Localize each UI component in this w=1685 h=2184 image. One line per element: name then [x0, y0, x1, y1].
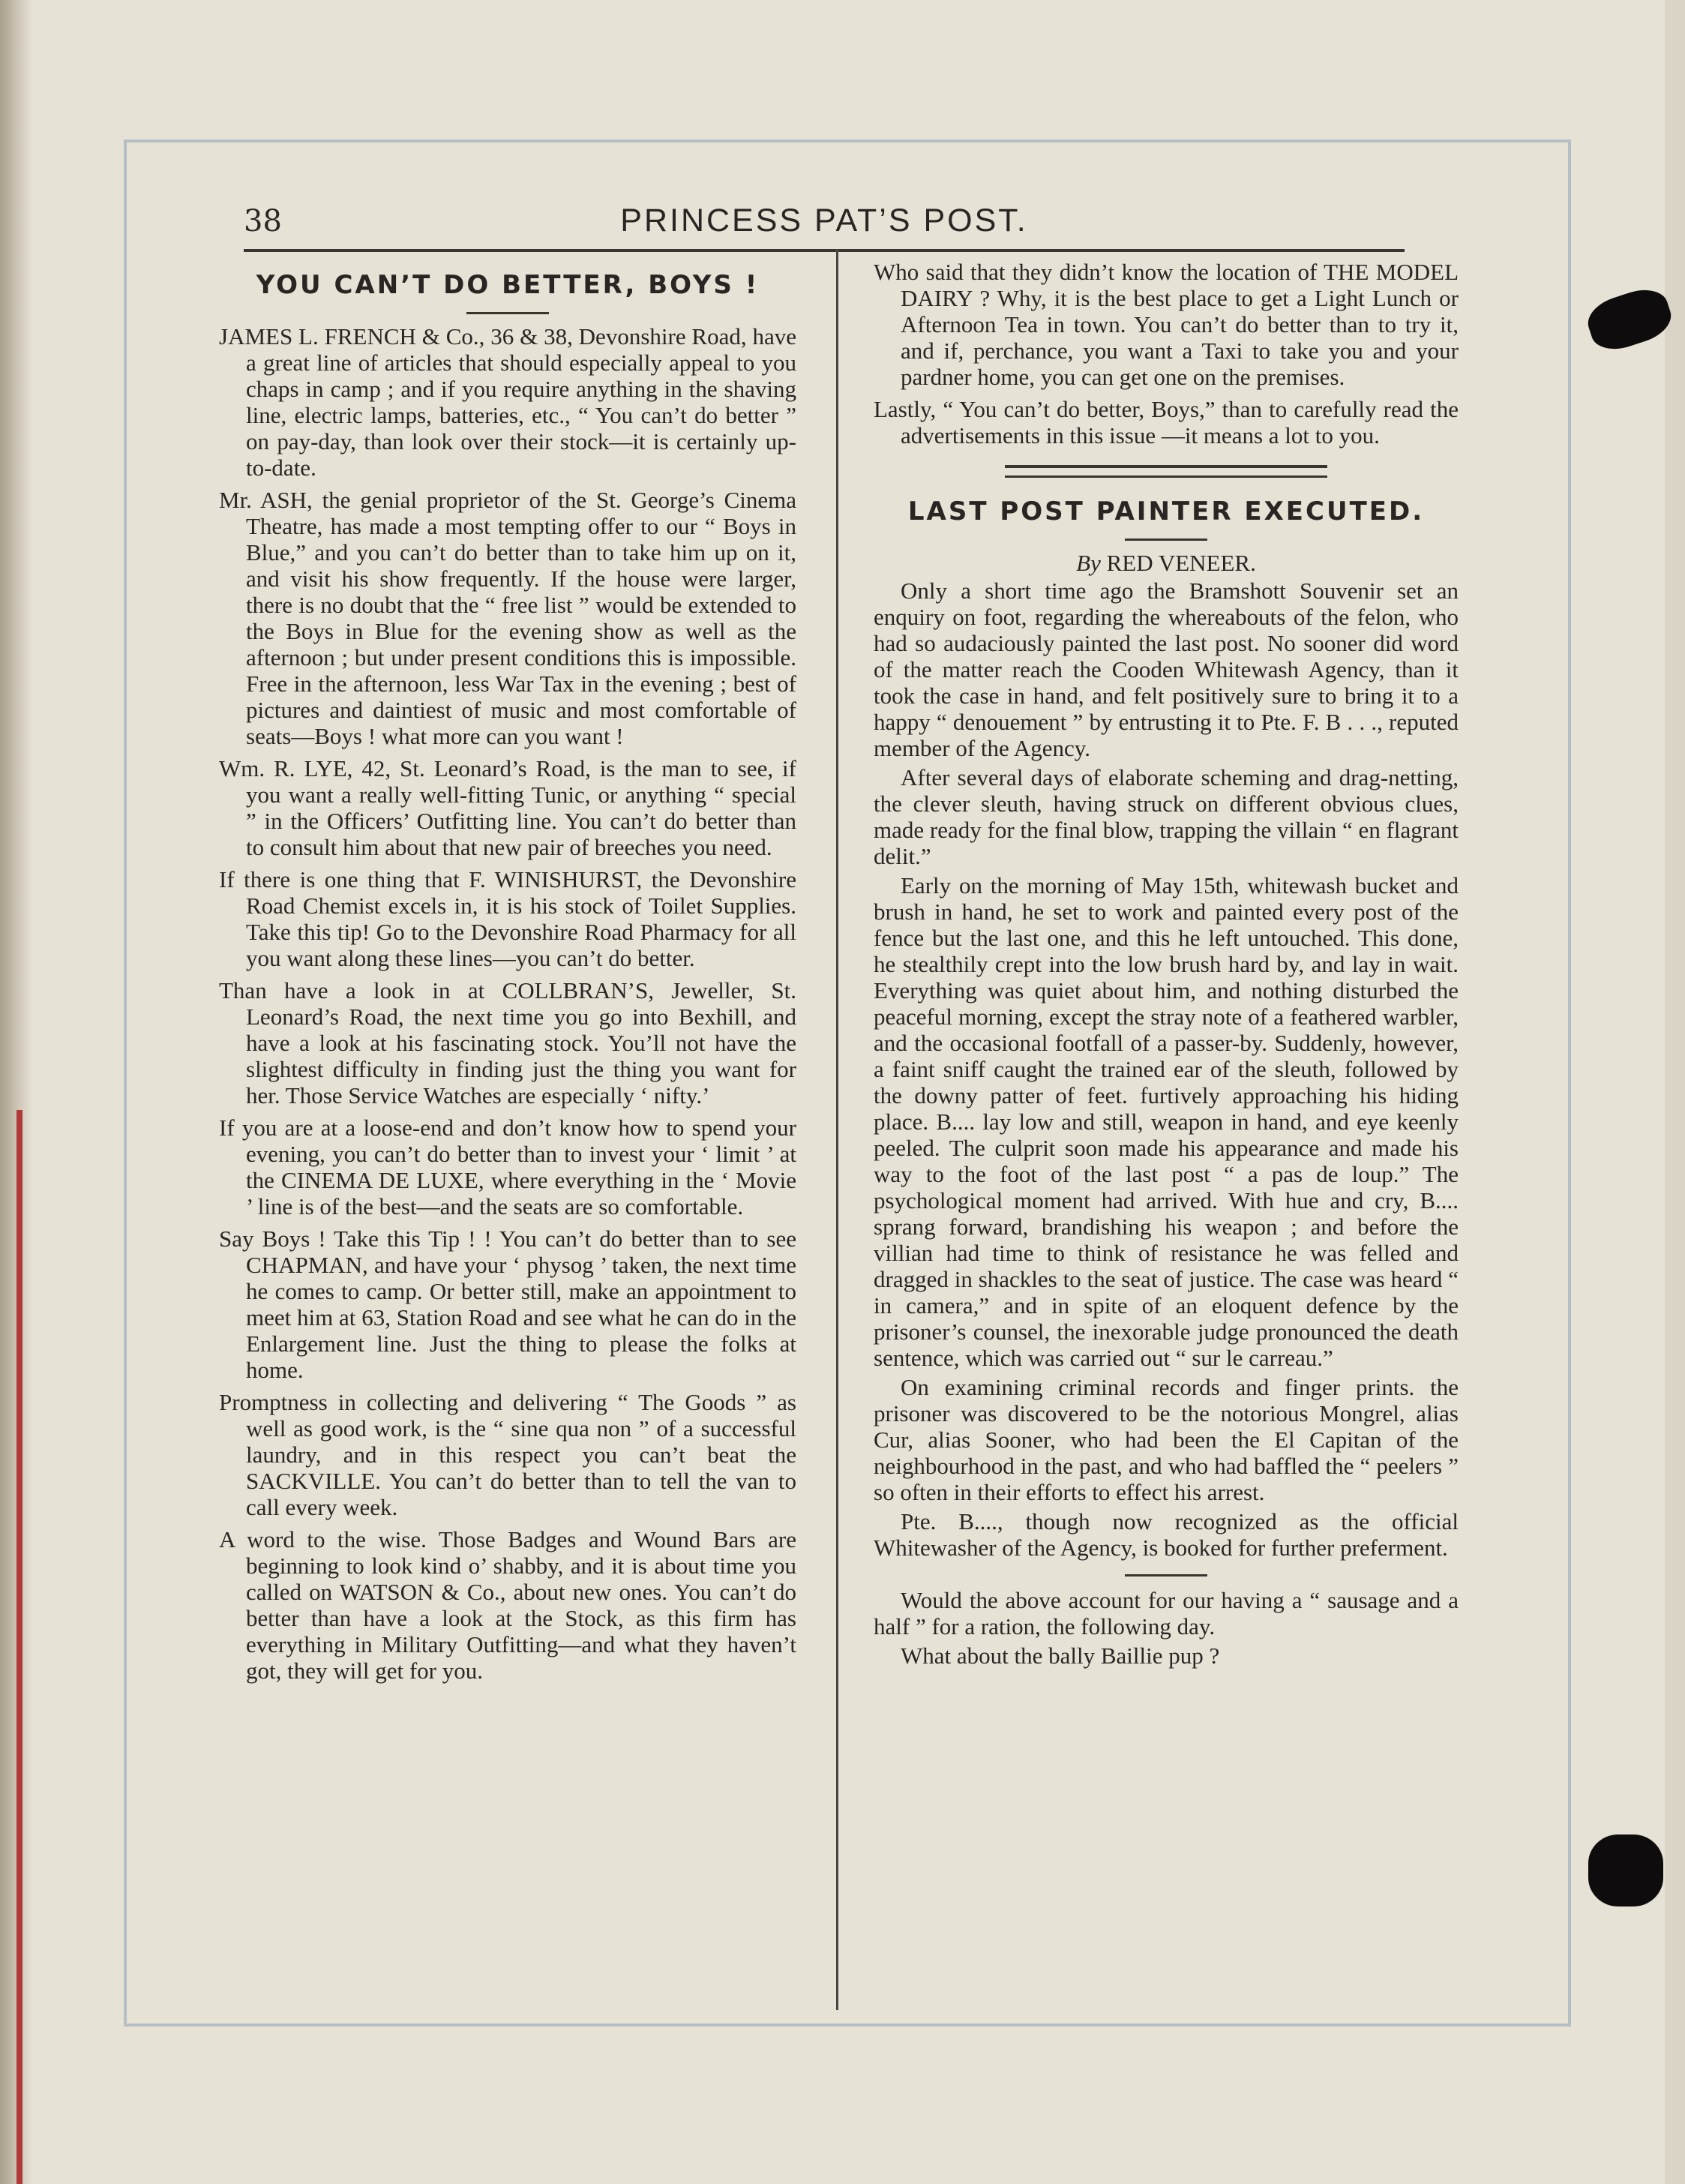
heading-rule: [466, 312, 549, 314]
ad-paragraph-model-dairy: Who said that they didn’t know the location of THE MODEL DAIRY ? Why, it is the best place to get a Light Lunch or Afternoon Tea in town. You can’t do better than to try it, and if, perchance, you want a Taxi to take you and your pardner home, you can get one on the premises.: [874, 259, 1459, 390]
ad-paragraph-lastly: Lastly, “ You can’t do better, Boys,” than to carefully read the advertisements in this issue —it means a lot to you.: [874, 396, 1459, 448]
article-paragraph: Early on the morning of May 15th, whitewash bucket and brush in hand, he set to work and painted every post of the fence but the last one, and this he left untouched. This done, he stealthily crept into the low brush hard by, and lay in wait. Everything was quiet about him, and nothing disturbed the peaceful morning, except the stray note of a feathered warbler, and the occasional footfall of a passer-by. Suddenly, however, a faint sniff caught the trained ear of the sleuth, followed by the downy patter of feet. furtively approaching his hiding place. B.... lay low and still, weapon in hand, and eye keenly peeled. The culprit soon made his appearance and made his way to the foot of the last post “ a pas de loup.” The psychological moment had arrived. With hue and cry, B.... sprang forward, brandishing his weapon ; and before the villian had time to think of resistance he was felled and dragged in shackles to the seat of justice. The case was heard “ in camera,” and in spite of an eloquent defence by the prisoner’s counsel, the inexorable judge pronounced the death sentence, which was carried out “ sur le carreau.”: [874, 872, 1459, 1371]
page-number: 38: [244, 204, 282, 238]
ad-paragraph-ash: Mr. ASH, the genial proprietor of the St. George’s Cinema Theatre, has made a most tempting offer to our “ Boys in Blue,” and you can’t do better than to take him up on it, and visit his show frequently. If the house were larger, there is no doubt that the “ free list ” would be extended to the Boys in Blue for the evening show as well as the afternoon ; but under present conditions this is impossible. Free in the afternoon, less War Tax in the evening ; best of pictures and daintiest of music and most comfortable of seats—Boys ! what more can you want !: [219, 487, 796, 749]
ad-paragraph-cinema-de-luxe: If you are at a loose-end and don’t know how to spend your evening, you can’t do better than to invest your ‘ limit ’ at the CINEMA DE LUXE, where everything in the ‘ Movie ’ line is of the best—and the seats are so comfortable.: [219, 1114, 796, 1220]
right-column: [874, 259, 1459, 1672]
postscript-rule: [1125, 1574, 1207, 1576]
article-byline: [874, 550, 1459, 576]
article-heading: LAST POST PAINTER EXECUTED.: [907, 496, 1425, 526]
article-paragraph: Pte. B...., though now recognized as the official Whitewasher of the Agency, is booked for further preferment.: [874, 1508, 1459, 1561]
postscript-question: What about the bally Baillie pup ?: [901, 1642, 1220, 1669]
ad-paragraph-watson: A word to the wise. Those Badges and Wound Bars are beginning to look kind o’ shabby, and it is about time you called on WATSON & Co., about new ones. You can’t do better than have a look at the Stock, as this firm has everything in Military Outfitting—and what they haven’t got, they will get for you.: [219, 1526, 796, 1684]
ad-paragraph-french: JAMES L. FRENCH & Co., 36 & 38, Devonshire Road, have a great line of articles that should especially appeal to you chaps in camp ; and if you require anything in the shaving line, electric lamps, batteries, etc., “ You can’t do better ” on pay-day, than look over their stock—it is certainly up-to-date.: [219, 323, 796, 481]
left-column: [219, 259, 796, 1690]
publication-title: PRINCESS PAT’S POST.: [620, 202, 1028, 238]
ad-paragraph-collbran: Than have a look in at COLLBRAN’S, Jeweller, St. Leonard’s Road, the next time you go into Bexhill, and have a look at his fascinating stock. You’ll not have the slightest difficulty in finding just the thing you want for her. Those Service Watches are especially ‘ nifty.’: [219, 977, 796, 1108]
spine-red-edge: [16, 1110, 22, 2184]
section-separator: [1005, 465, 1327, 478]
ad-paragraph-winishurst: If there is one thing that F. WINISHURST, the Devonshire Road Chemist excels in, it is his stock of Toilet Supplies. Take this tip! Go to the Devonshire Road Pharmacy for all you want along these lines—you can’t do better.: [219, 866, 796, 971]
article-paragraph: Only a short time ago the Bramshott Souvenir set an enquiry on foot, regarding the whereabouts of the felon, who had so audaciously painted the last post. No sooner did word of the matter reach the Cooden Whitewash Agency, than it took the case in hand, and felt positively sure to bring it to a happy “ denouement ” by entrusting it to Pte. F. B . . ., reputed member of the Agency.: [874, 578, 1459, 761]
article-paragraph: After several days of elaborate scheming and drag-netting, the clever sleuth, having struck on different obvious clues, made ready for the final blow, trapping the villain “ en flagrant delit.”: [874, 764, 1459, 869]
page-header: [244, 196, 1405, 252]
column-divider: [836, 249, 838, 2010]
page-damage-hole-bottom: [1588, 1834, 1663, 1906]
byline-prefix: By: [1076, 550, 1101, 576]
postscript-paragraph: Would the above account for our having a “ sausage and a half ” for a ration, the following day.: [874, 1587, 1459, 1640]
ad-paragraph-sackville: Promptness in collecting and delivering “ The Goods ” as well as good work, is the “ sine qua non ” of a successful laundry, and in this respect you can’t beat the SACKVILLE. You can’t do better than to tell the van to call every week.: [219, 1389, 796, 1520]
section-heading: YOU CAN’T DO BETTER, BOYS !: [256, 270, 760, 300]
ad-paragraph-chapman: Say Boys ! Take this Tip ! ! You can’t do better than to see CHAPMAN, and have your ‘ physog ’ taken, the next time he comes to camp. Or better still, make an appointment to meet him at 63, Station Road and see what he can do in the Enlargement line. Just the thing to please the folks at home.: [219, 1226, 796, 1383]
article-paragraph: On examining criminal records and finger prints. the prisoner was discovered to be the notorious Mongrel, alias Cur, alias Sooner, who had been the El Capitan of the neighbourhood in the past, and who had baffled the “ peelers ” so often in their efforts to effect his arrest.: [874, 1374, 1459, 1505]
article-heading-rule: [1125, 538, 1207, 541]
book-spine: [0, 0, 31, 2184]
ad-paragraph-lye: Wm. R. LYE, 42, St. Leonard’s Road, is the man to see, if you want a really well-fitting Tunic, or anything “ special ” in the Officers’ Outfitting line. You can’t do better than to consult him about that new pair of breeches you need.: [219, 755, 796, 860]
byline-author: RED VENEER.: [1106, 550, 1256, 576]
